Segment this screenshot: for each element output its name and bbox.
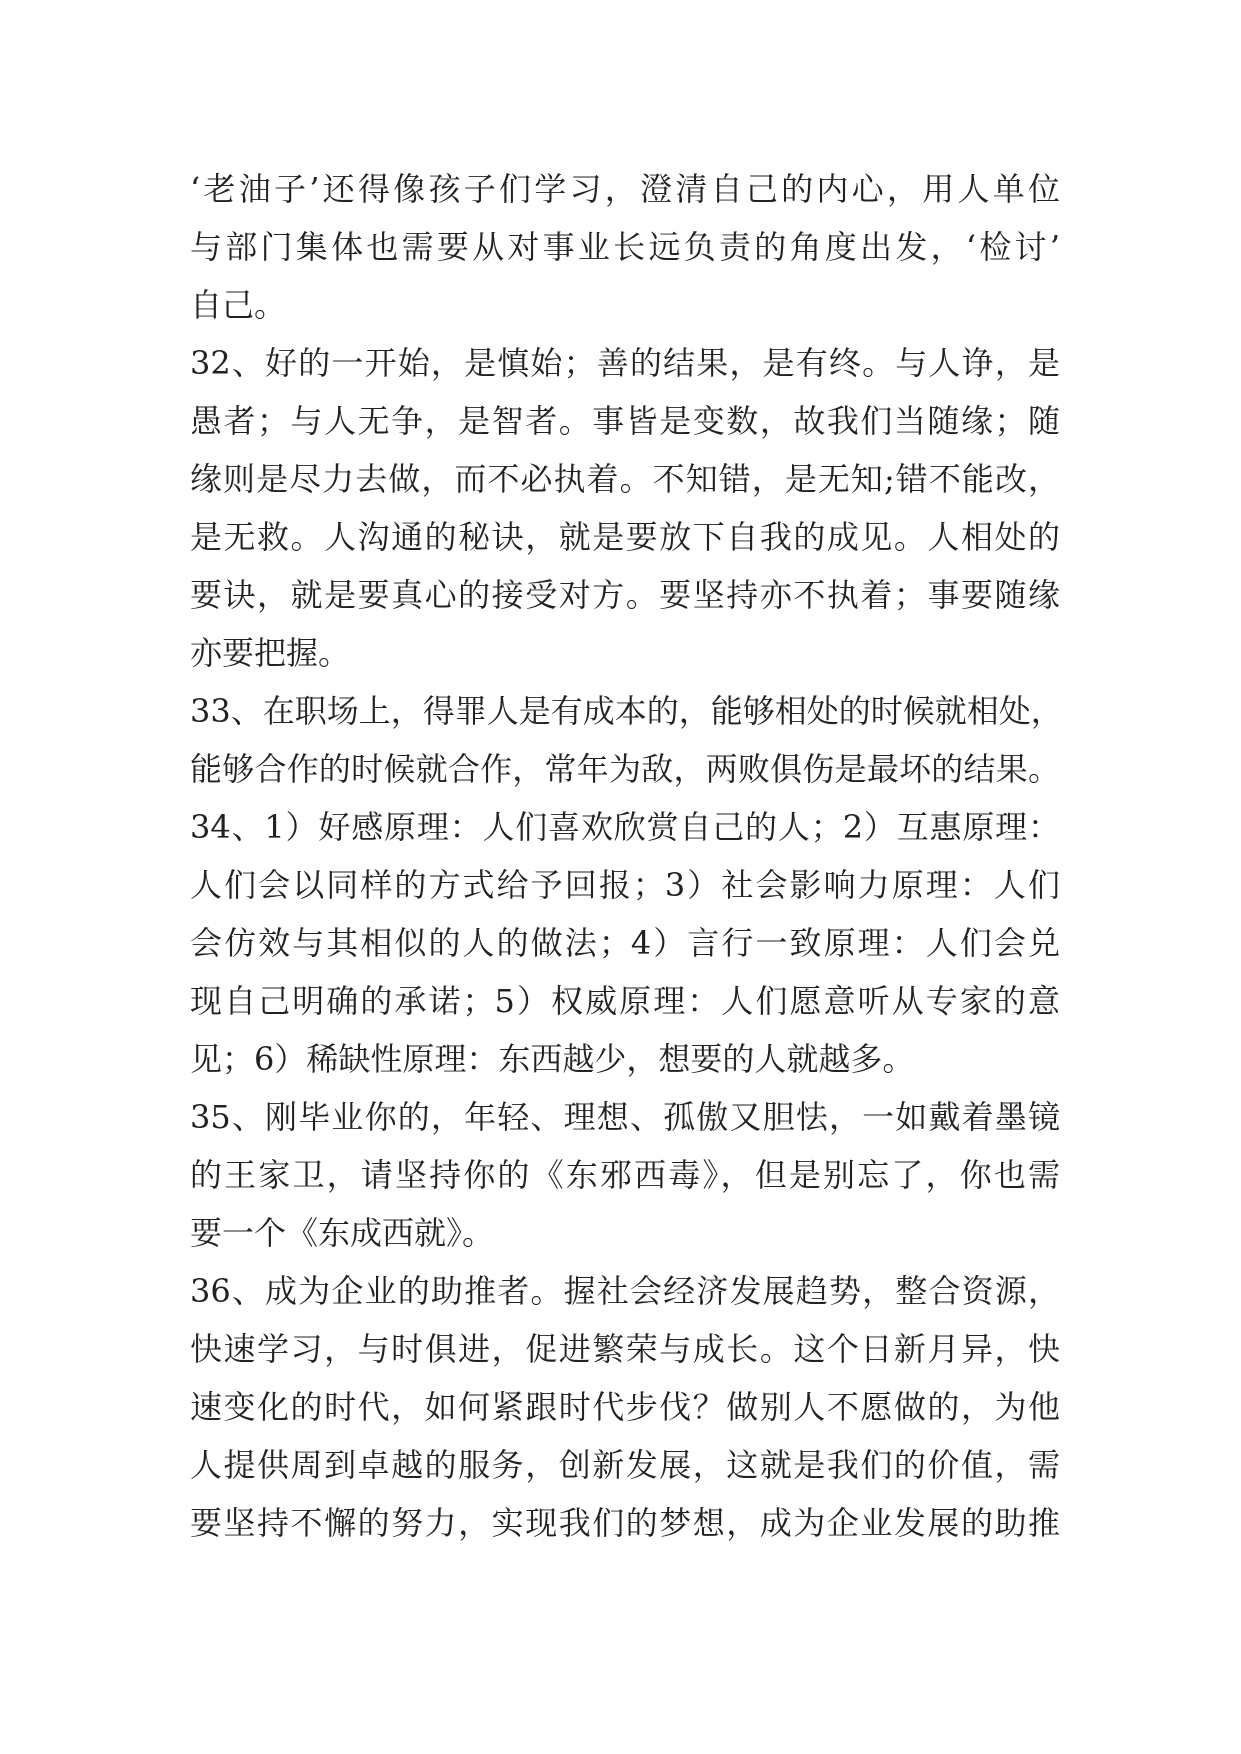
text-line: 的王家卫，请坚持你的《东邪西毒》，但是别忘了，你也需 bbox=[190, 1156, 1060, 1194]
text-line: 会仿效与其相似的人的做法；4）言行一致原理：人们会兑 bbox=[190, 924, 1060, 962]
text-line: 缘则是尽力去做，而不必执着。不知错，是无知;错不能改， bbox=[190, 460, 1060, 498]
text-line: 人们会以同样的方式给予回报；3）社会影响力原理：人们 bbox=[190, 866, 1060, 904]
text-line: 与部门集体也需要从对事业长远负责的角度出发，‘检讨’ bbox=[190, 228, 1060, 266]
text-line: 见；6）稀缺性原理：东西越少，想要的人就越多。 bbox=[190, 1040, 915, 1078]
text-line: 现自己明确的承诺；5）权威原理：人们愿意听从专家的意 bbox=[190, 982, 1060, 1020]
text-line: 亦要把握。 bbox=[190, 634, 351, 672]
text-line: 36、成为企业的助推者。握社会经济发展趋势，整合资源， bbox=[190, 1272, 1060, 1310]
text-line: 32、好的一开始，是慎始；善的结果，是有终。与人诤，是 bbox=[190, 344, 1060, 382]
text-line: 能够合作的时候就合作，常年为敌，两败俱伤是最坏的结果。 bbox=[190, 750, 1060, 788]
text-line: 人提供周到卓越的服务，创新发展，这就是我们的价值，需 bbox=[190, 1446, 1060, 1484]
text-line: 愚者；与人无争，是智者。事皆是变数，故我们当随缘；随 bbox=[190, 402, 1060, 440]
text-line: 35、刚毕业你的，年轻、理想、孤傲又胆怯，一如戴着墨镜 bbox=[190, 1098, 1060, 1136]
text-line: 要诀，就是要真心的接受对方。要坚持亦不执着；事要随缘 bbox=[190, 576, 1060, 614]
text-line: 34、1）好感原理：人们喜欢欣赏自己的人；2）互惠原理： bbox=[190, 808, 1060, 846]
text-line: 快速学习，与时俱进，促进繁荣与成长。这个日新月异，快 bbox=[190, 1330, 1060, 1368]
text-line: 速变化的时代，如何紧跟时代步伐？做别人不愿做的，为他 bbox=[190, 1388, 1060, 1426]
text-line: 要坚持不懈的努力，实现我们的梦想，成为企业发展的助推 bbox=[190, 1504, 1060, 1542]
text-line: 自己。 bbox=[190, 286, 287, 324]
body-text bbox=[190, 160, 1063, 1552]
text-line: 是无救。人沟通的秘诀，就是要放下自我的成见。人相处的 bbox=[190, 518, 1060, 556]
text-line: ‘老油子’还得像孩子们学习，澄清自己的内心，用人单位 bbox=[190, 170, 1060, 208]
text-line: 要一个《东成西就》。 bbox=[190, 1214, 495, 1252]
text-line: 33、在职场上，得罪人是有成本的，能够相处的时候就相处， bbox=[190, 692, 1063, 730]
